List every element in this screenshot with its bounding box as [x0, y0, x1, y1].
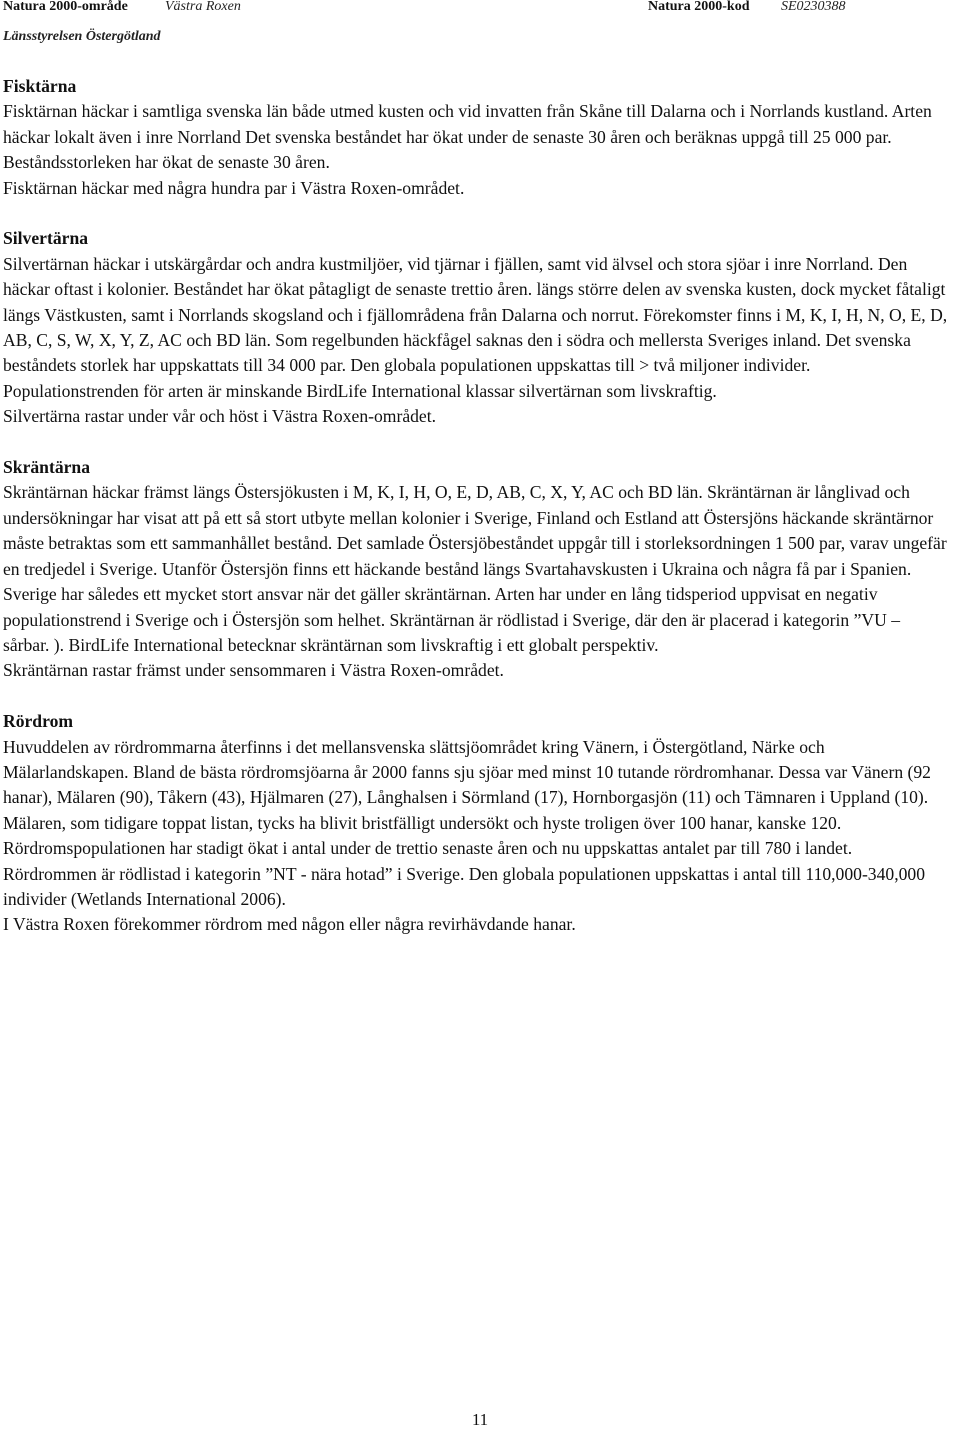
- section-paragraph: Fisktärnan häckar med några hundra par i Västra Roxen-området.: [3, 177, 465, 198]
- section-paragraph: Silvertärnan häckar i utskärgårdar och andra kustmiljöer, vid tjärnar i fjällen, samt vid älvsel och stora sjöar i inre Norrland. Den häckar oftast i kolonier. Beståndet har ökat påtagligt de senaste trettio åren. längs större delen av svenska kusten, dock mycket fåtaligt längs Västkusten, samt i Norrlands skogsland och i fjällområdena från Dalarna och norrut. Förekomster finns i M, K, I, H, N, O, E, D, AB, C, S, W, X, Y, Z, AC och BD län. Som regelbunden häckfågel saknas den i södra och mellersta Sveriges inland. Det svenska beståndets storlek har uppskattats till 34 000 par. Den globala populationen uppskattas till > två miljoner individer. Populationstrenden för arten är minskande BirdLife International klassar silvertärnan som livskraftig.: [3, 253, 948, 401]
- section-paragraph: Silvertärna rastar under vår och höst i Västra Roxen-området.: [3, 406, 437, 427]
- section-paragraph: I Västra Roxen förekommer rördrom med någon eller några revirhävdande hanar.: [3, 914, 576, 935]
- section-fisktarna: [3, 74, 948, 201]
- area-value: Västra Roxen: [165, 0, 241, 14]
- section-skrantarna: [3, 455, 948, 684]
- section-rordrom: [3, 709, 948, 938]
- section-heading: Silvertärna: [3, 228, 89, 249]
- section-heading: Fisktärna: [3, 76, 77, 96]
- area-label: Natura 2000-område: [3, 0, 128, 14]
- authority-name: Länsstyrelsen Östergötland: [3, 29, 161, 44]
- section-paragraph: Fisktärnan häckar i samtliga svenska län både utmed kusten och vid invatten från Skåne till Dalarna och i Norrlands kustland. Arten häckar lokalt även i inre Norrland Det svenska beståndet har ökat under de senaste 30 åren och beräknas uppgå till 25 000 par. Beståndsstorleken har ökat de senaste 30 åren.: [3, 101, 932, 173]
- section-paragraph: Skräntärnan rastar främst under sensommaren i Västra Roxen-området.: [3, 660, 504, 681]
- section-silvertarna: [3, 226, 948, 429]
- code-label: Natura 2000-kod: [648, 0, 750, 14]
- section-paragraph: Skräntärnan häckar främst längs Östersjökusten i M, K, I, H, O, E, D, AB, C, X, Y, AC och BD län. Skräntärnan är långlivad och undersökningar har visat att på ett så stort utbyte mellan kolonier i Sverige, Finland och Estland att Östersjöns häckande skräntärnor måste betraktas som ett sammanhållet bestånd. Det samlade Östersjöbeståndet uppgår till i storleksordningen 1 500 par, varav ungefär en tredjedel i Sverige. Utanför Östersjön finns ett häckande bestånd längs Svartahavskusten i Ukraina och några få par i Spanien. Sverige har således ett mycket stort ansvar när det gäller skräntärnan. Arten har under en lång tidsperiod uppvisat en negativ populationstrend i Sverige och i Östersjön som helhet. Skräntärnan är rödlistad i Sverige, där den är placerad i kategorin ”VU – sårbar. ). BirdLife International betecknar skräntärnan som livskraftig i ett globalt perspektiv.: [3, 482, 947, 655]
- page-number: 11: [471, 1410, 489, 1429]
- section-heading: Skräntärna: [3, 457, 91, 478]
- section-heading: Rördrom: [3, 711, 74, 732]
- code-value: SE0230388: [781, 0, 846, 14]
- section-paragraph: Huvuddelen av rördrommarna återfinns i det mellansvenska slättsjöområdet kring Vänern, i Östergötland, Närke och Mälarlandskapen. Bland de bästa rördromsjöarna år 2000 fanns sju sjöar med minst 10 tutande rördromhanar. Dessa var Vänern (92 hanar), Mälaren (90), Tåkern (43), Hjälmaren (27), Långhalsen i Sörmland (17), Hornborgasjön (11) och Tämnaren i Uppland (10). Mälaren, som tidigare toppat listan, tycks ha blivit bristfälligt undersökt och hyste troligen över 100 hanar, kanske 120. Rördromspopulationen har stadigt ökat i antal under de trettio senaste åren och nu uppskattas antalet par till 780 i landet. Rördrommen är rödlistad i kategorin ”NT - nära hotad” i Sverige. Den globala populationen uppskattas i antal till 110,000-340,000 individer (Wetlands International 2006).: [3, 736, 931, 909]
- document-body: [3, 74, 948, 963]
- page-header: [3, 0, 953, 58]
